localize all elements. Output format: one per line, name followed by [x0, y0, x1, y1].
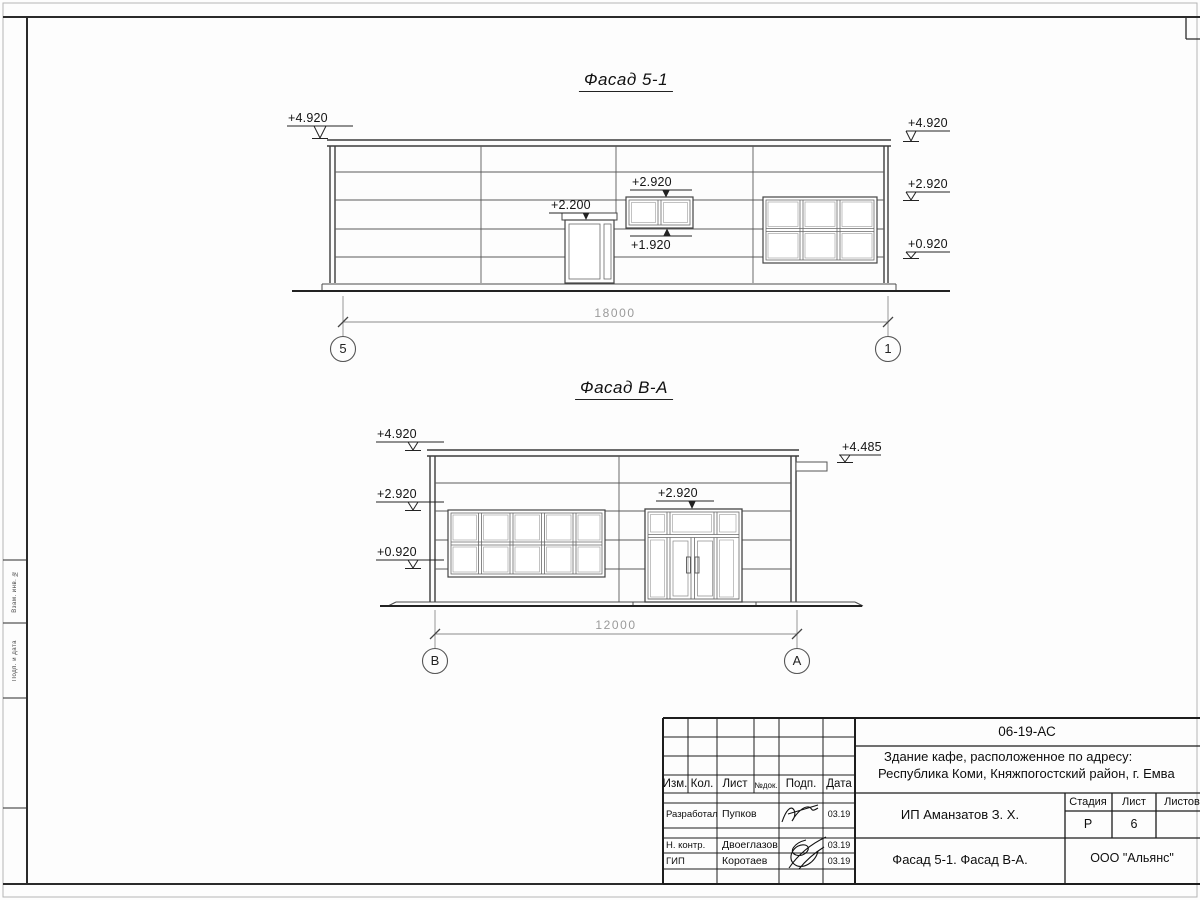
level-label: +2.200: [551, 198, 591, 212]
window-frame: [626, 197, 693, 228]
door-frame: [565, 220, 614, 283]
facade-5-1-title: Фасад 5-1: [579, 70, 673, 92]
row-name: Коротаев: [722, 855, 768, 867]
level-label: +4.920: [908, 116, 948, 130]
side-stamp-cell: [4, 625, 26, 696]
window-large: [763, 197, 877, 263]
window-small: [626, 197, 693, 228]
level-mark: [376, 560, 444, 569]
arrowhead-up: [664, 229, 671, 236]
window-band: [448, 510, 605, 577]
arrowhead-down: [689, 502, 696, 510]
roof-outlet: [796, 462, 827, 471]
level-label: +4.920: [288, 111, 328, 125]
level-label: +1.920: [631, 238, 671, 252]
level-label: +0.920: [908, 237, 948, 251]
company-name: ООО "Альянс": [1090, 851, 1174, 865]
col-header-list: Лист: [722, 778, 748, 790]
side-stamp-cell: [4, 562, 26, 621]
axis-label-5: 5: [339, 340, 347, 356]
door: [562, 213, 617, 283]
side-stamp-label: Взам. инв. №: [12, 570, 18, 613]
col-header-data: Дата: [826, 778, 852, 790]
level-mark: [376, 442, 444, 451]
axis-label-b: В: [430, 652, 440, 668]
axis-label-1: 1: [884, 340, 892, 356]
signature-razrabotal: [782, 805, 818, 822]
level-mark: [903, 131, 950, 142]
dimension-text: 12000: [595, 618, 637, 632]
level-mark: [376, 502, 444, 511]
col-header-ndok: №док.: [754, 781, 778, 790]
level-mark: [903, 192, 950, 201]
sheet-title: Фасад 5-1. Фасад В-А.: [892, 852, 1028, 867]
window-frame: [763, 197, 877, 263]
window-frame: [448, 510, 605, 577]
doc-number: 06-19-АС: [998, 724, 1056, 739]
row-date: 03.19: [827, 809, 851, 819]
door-head: [562, 213, 617, 220]
row-date: 03.19: [827, 840, 851, 850]
plinth: [322, 284, 896, 291]
col-header-izm: Изм.: [662, 778, 688, 790]
leader-arrowheads: [689, 502, 696, 510]
facade-b-a-drawing: [376, 442, 881, 674]
corner-stamp-box: [1186, 17, 1200, 39]
row-role: Разработал: [666, 809, 718, 820]
col-header-podp: Подп.: [785, 778, 817, 790]
row-role: Н. контр.: [666, 840, 706, 851]
listov-label: Листов: [1164, 796, 1200, 808]
level-label: +2.920: [908, 177, 948, 191]
side-stamp-label: Подп. и дата: [12, 639, 18, 682]
row-name: Пупков: [722, 808, 757, 820]
level-mark: [287, 126, 353, 139]
project-description-line1: Здание кафе, расположенное по адресу:: [884, 749, 1133, 764]
facade-b-a-title: Фасад В-А: [575, 378, 673, 400]
level-label: +0.920: [377, 545, 417, 559]
stage-label: Стадия: [1069, 796, 1107, 808]
leader-line: [630, 190, 692, 192]
level-mark: [903, 252, 950, 259]
level-label: +4.485: [842, 440, 882, 454]
stage-value: Р: [1083, 817, 1093, 831]
entrance-frame: [645, 509, 742, 602]
facade-5-1-drawing: [287, 126, 950, 362]
project-description-line2: Республика Коми, Княжпогостский район, г. Емва: [878, 766, 1175, 781]
dimension-text: 18000: [594, 306, 636, 320]
level-mark: [837, 455, 881, 463]
axis-label-a: А: [792, 652, 802, 668]
entrance-doors: [645, 509, 742, 602]
list-label: Лист: [1122, 796, 1146, 808]
leader-line: [656, 501, 714, 503]
row-name: Двоеглазов: [722, 839, 778, 851]
row-role: ГИП: [666, 856, 685, 867]
level-label: +2.920: [632, 175, 672, 189]
row-date: 03.19: [827, 856, 851, 866]
level-label: +2.920: [658, 486, 698, 500]
col-header-kol: Кол.: [690, 778, 714, 790]
leader-line: [630, 234, 692, 236]
list-value: 6: [1130, 817, 1138, 831]
level-label: +4.920: [377, 427, 417, 441]
client-name: ИП Аманзатов З. Х.: [900, 807, 1020, 822]
level-label: +2.920: [377, 487, 417, 501]
